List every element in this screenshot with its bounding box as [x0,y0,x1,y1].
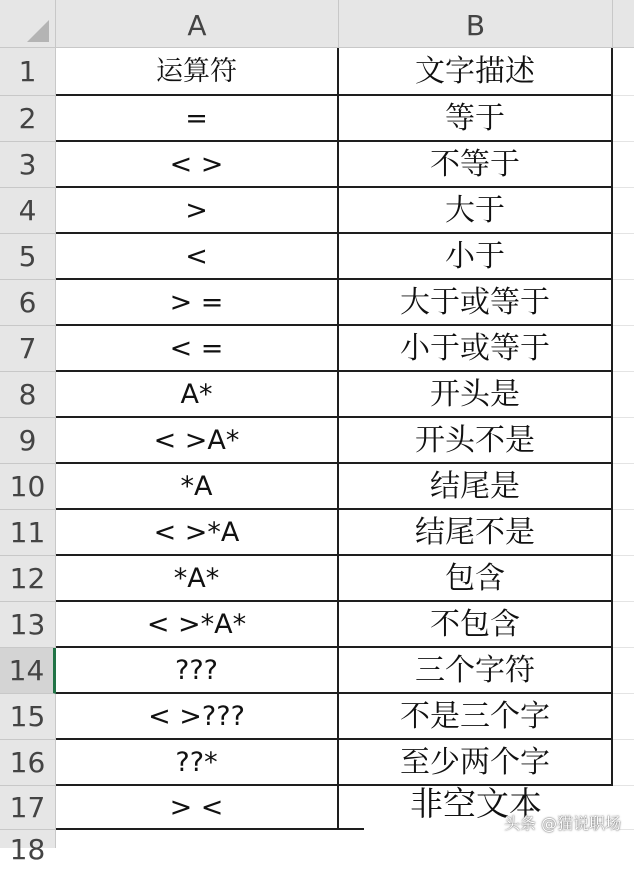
cell-description[interactable]: 非空文本 [410,784,542,823]
cell-description[interactable]: 大于或等于 [339,280,613,326]
row-header[interactable]: 16 [0,740,56,786]
column-header-b[interactable]: B [339,0,613,48]
cell-empty[interactable] [613,464,634,510]
cell-description[interactable]: 开头是 [339,372,613,418]
cell-description[interactable]: 大于 [339,188,613,234]
cell-operator[interactable]: ??* [56,740,339,786]
cell-operator[interactable]: < = [56,326,339,372]
cell-description[interactable]: 结尾不是 [339,510,613,556]
row-header[interactable]: 4 [0,188,56,234]
row-header[interactable]: 13 [0,602,56,648]
row-header[interactable]: 5 [0,234,56,280]
cell-description[interactable]: 三个字符 [339,648,613,694]
cell-operator[interactable]: *A* [56,556,339,602]
cell-operator[interactable]: < > [56,142,339,188]
cell-description[interactable]: 不是三个字 [339,694,613,740]
row-header[interactable]: 3 [0,142,56,188]
cell-operator[interactable]: < >A* [56,418,339,464]
cell-description[interactable]: 开头不是 [339,418,613,464]
row-header[interactable]: 10 [0,464,56,510]
row-header[interactable]: 2 [0,96,56,142]
row-header-18[interactable]: 18 [0,830,56,848]
cell-operator[interactable]: < >??? [56,694,339,740]
cell-operator[interactable]: ??? [56,648,339,694]
row-header[interactable]: 8 [0,372,56,418]
cell-operator[interactable]: < >*A [56,510,339,556]
cell-operator[interactable]: > = [56,280,339,326]
cell-operator[interactable]: = [56,96,339,142]
row-header[interactable]: 12 [0,556,56,602]
cell-empty[interactable] [613,96,634,142]
column-header-c[interactable] [613,0,634,48]
row-header[interactable]: 17 [0,786,56,830]
row-17-border [56,828,364,830]
cell-operator[interactable]: > < [56,786,339,830]
cell-empty[interactable] [613,648,634,694]
cell-description[interactable]: 等于 [339,96,613,142]
cell-description[interactable]: 小于或等于 [339,326,613,372]
cell-operator[interactable]: 运算符 [56,48,339,96]
cell-empty[interactable] [613,326,634,372]
cell-description[interactable]: 结尾是 [339,464,613,510]
cell-empty[interactable] [613,234,634,280]
cell-operator[interactable]: > [56,188,339,234]
cell-empty[interactable] [613,418,634,464]
cell-empty[interactable] [613,142,634,188]
cell-empty[interactable] [613,556,634,602]
cell-description[interactable]: 小于 [339,234,613,280]
cell-operator[interactable]: < >*A* [56,602,339,648]
cell-empty[interactable] [613,740,634,786]
row-header[interactable]: 9 [0,418,56,464]
cell-empty[interactable] [613,510,634,556]
column-header-bar [0,0,634,48]
row-header[interactable]: 11 [0,510,56,556]
row-header[interactable]: 6 [0,280,56,326]
row-header[interactable]: 14 [0,648,56,694]
cell-description[interactable]: 不包含 [339,602,613,648]
column-header-a[interactable]: A [56,0,339,48]
cell-description[interactable]: 文字描述 [339,48,613,96]
select-all-triangle-icon [27,20,49,42]
cell-operator[interactable]: A* [56,372,339,418]
cell-operator[interactable]: *A [56,464,339,510]
cell-description[interactable]: 不等于 [339,142,613,188]
row-header[interactable]: 7 [0,326,56,372]
cell-empty[interactable] [613,372,634,418]
cell-empty[interactable] [613,188,634,234]
watermark: 头条 @猫说职场 [504,814,622,833]
cell-empty[interactable] [613,694,634,740]
cell-empty[interactable] [613,602,634,648]
cell-operator[interactable]: < [56,234,339,280]
select-all-button[interactable] [0,0,56,48]
cell-empty[interactable] [613,48,634,96]
row-header[interactable]: 1 [0,48,56,96]
cell-empty[interactable] [613,280,634,326]
cell-description[interactable]: 至少两个字 [339,740,613,786]
cell-description[interactable]: 包含 [339,556,613,602]
row-header[interactable]: 15 [0,694,56,740]
